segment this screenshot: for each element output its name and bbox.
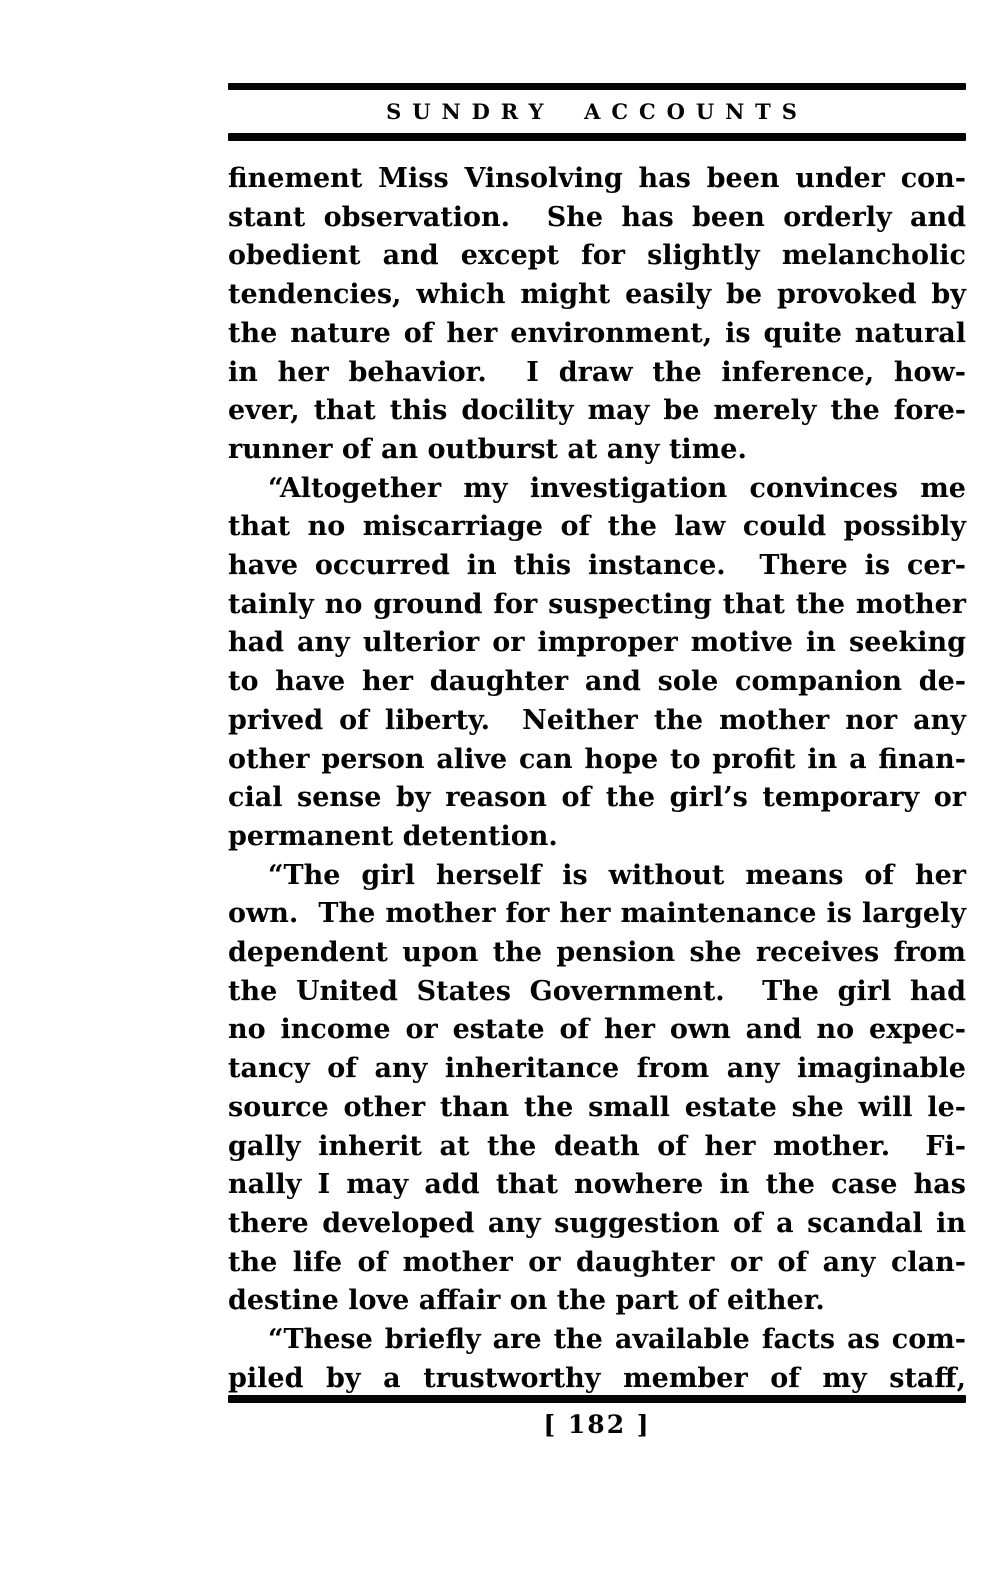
text-line: gally inherit at the death of her mother. Fi-	[228, 1130, 966, 1162]
text-line: have occurred in this instance. There is cer-	[228, 550, 966, 582]
text-line: “Altogether my investigation convinces me	[268, 472, 966, 504]
text-line: ever, that this docility may be merely the fore-	[228, 395, 966, 427]
text-line: own. The mother for her maintenance is largely	[228, 898, 966, 930]
text-line: tendencies, which might easily be provoked by	[228, 279, 966, 311]
text-line: “The girl herself is without means of her	[268, 859, 966, 891]
text-line: had any ulterior or improper motive in seeking	[228, 627, 966, 659]
running-header-title: SUNDRY ACCOUNTS	[386, 99, 808, 124]
text-line: obedient and except for slightly melancholic	[228, 240, 966, 272]
page-number: [ 182 ]	[543, 1410, 651, 1439]
text-line: piled by a trustworthy member of my staff,	[228, 1362, 966, 1394]
text-line: tancy of any inheritance from any imaginable	[228, 1053, 966, 1085]
text-line: stant observation. She has been orderly and	[228, 201, 966, 233]
footer-rule	[228, 1395, 966, 1403]
text-line: the United States Government. The girl had	[228, 975, 966, 1007]
text-line: to have her daughter and sole companion de-	[228, 666, 966, 698]
text-line: “These briefly are the available facts as com-	[268, 1324, 966, 1356]
text-line: tainly no ground for suspecting that the mother	[228, 588, 966, 620]
text-line: destine love affair on the part of either.	[228, 1285, 825, 1317]
header-rule-top	[228, 83, 966, 90]
text-line: runner of an outburst at any time.	[228, 433, 747, 465]
text-line: that no miscarriage of the law could possibly	[228, 511, 966, 543]
text-line: in her behavior. I draw the inference, how-	[228, 356, 966, 388]
header-rule-bottom	[228, 133, 966, 141]
page-text	[228, 160, 966, 1399]
text-line: permanent detention.	[228, 820, 558, 852]
text-line: there developed any suggestion of a scandal in	[228, 1207, 966, 1239]
text-line: dependent upon the pension she receives from	[228, 937, 966, 969]
text-line: nally I may add that nowhere in the case has	[228, 1169, 966, 1201]
text-line: cial sense by reason of the girl’s temporary or	[228, 782, 966, 814]
text-line: the life of mother or daughter or of any clan-	[228, 1246, 966, 1278]
text-line: finement Miss Vinsolving has been under con-	[228, 163, 966, 194]
text-line: prived of liberty. Neither the mother nor any	[228, 704, 966, 736]
text-line: no income or estate of her own and no expec-	[228, 1014, 966, 1046]
text-line: the nature of her environment, is quite natural	[228, 317, 966, 349]
text-line: source other than the small estate she will le-	[228, 1091, 966, 1123]
text-line: other person alive can hope to profit in a finan-	[228, 743, 966, 775]
